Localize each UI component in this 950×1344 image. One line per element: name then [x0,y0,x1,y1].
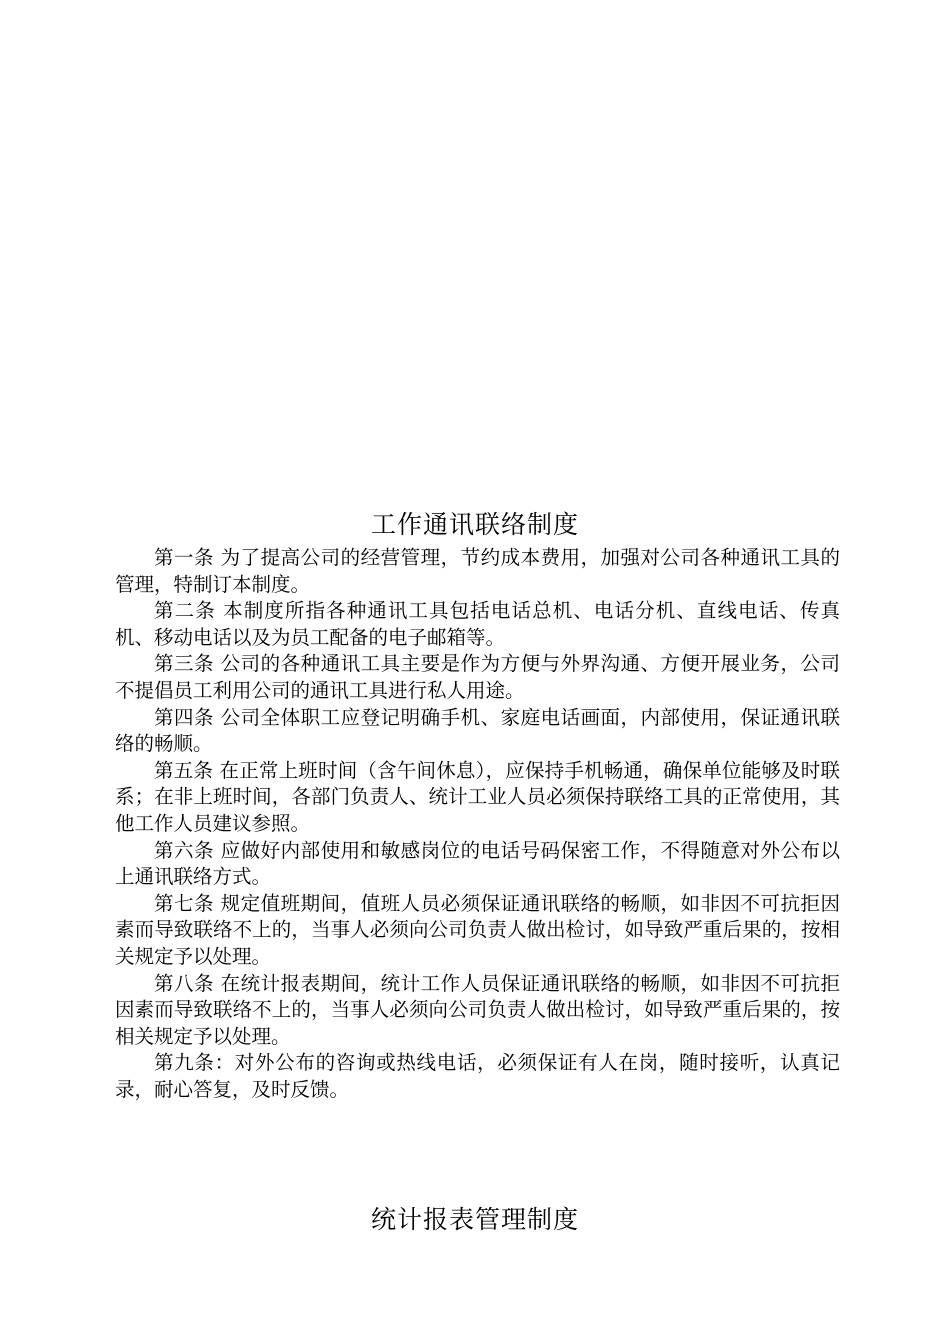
section-title: 工作通讯联络制度 [370,510,579,539]
article-9: 第九条：对外公布的咨询或热线电话，必须保证有人在岗，随时接听，认真记录，耐心答复，及时反馈。 [115,1051,840,1101]
article-7: 第七条 规定值班期间，值班人员必须保证通讯联络的畅顺，如非因不可抗拒因素而导致联络不上的，当事人必须向公司负责人做出检讨，如导致严重后果的，按相关规定予以处理。 [115,891,840,968]
article-8: 第八条 在统计报表期间，统计工作人员保证通讯联络的畅顺，如非因不可抗拒因素而导致联络不上的，当事人必须向公司负责人做出检讨，如导致严重后果的，按相关规定予以处理。 [115,971,840,1048]
article-4: 第四条 公司全体职工应登记明确手机、家庭电话画面，内部使用，保证通讯联络的畅顺。 [115,705,840,756]
article-list [115,545,840,1103]
article-6: 第六条 应做好内部使用和敏感岗位的电话号码保密工作，不得随意对外公布以上通讯联络方式。 [115,838,840,889]
next-section-title: 统计报表管理制度 [370,1205,579,1234]
article-1: 第一条 为了提高公司的经营管理，节约成本费用，加强对公司各种通讯工具的管理，特制订本制度。 [115,546,840,596]
article-3: 第三条 公司的各种通讯工具主要是作为方便与外界沟通、方便开展业务，公司不提倡员工利用公司的通讯工具进行私人用途。 [115,652,840,702]
article-2: 第二条 本制度所指各种通讯工具包括电话总机、电话分机、直线电话、传真机、移动电话以及为员工配备的电子邮箱等。 [115,599,840,649]
article-5: 第五条 在正常上班时间（含午间休息），应保持手机畅通，确保单位能够及时联系；在非上班时间，各部门负责人、统计工业人员必须保持联络工具的正常使用，其他工作人员建议参照。 [115,758,840,835]
